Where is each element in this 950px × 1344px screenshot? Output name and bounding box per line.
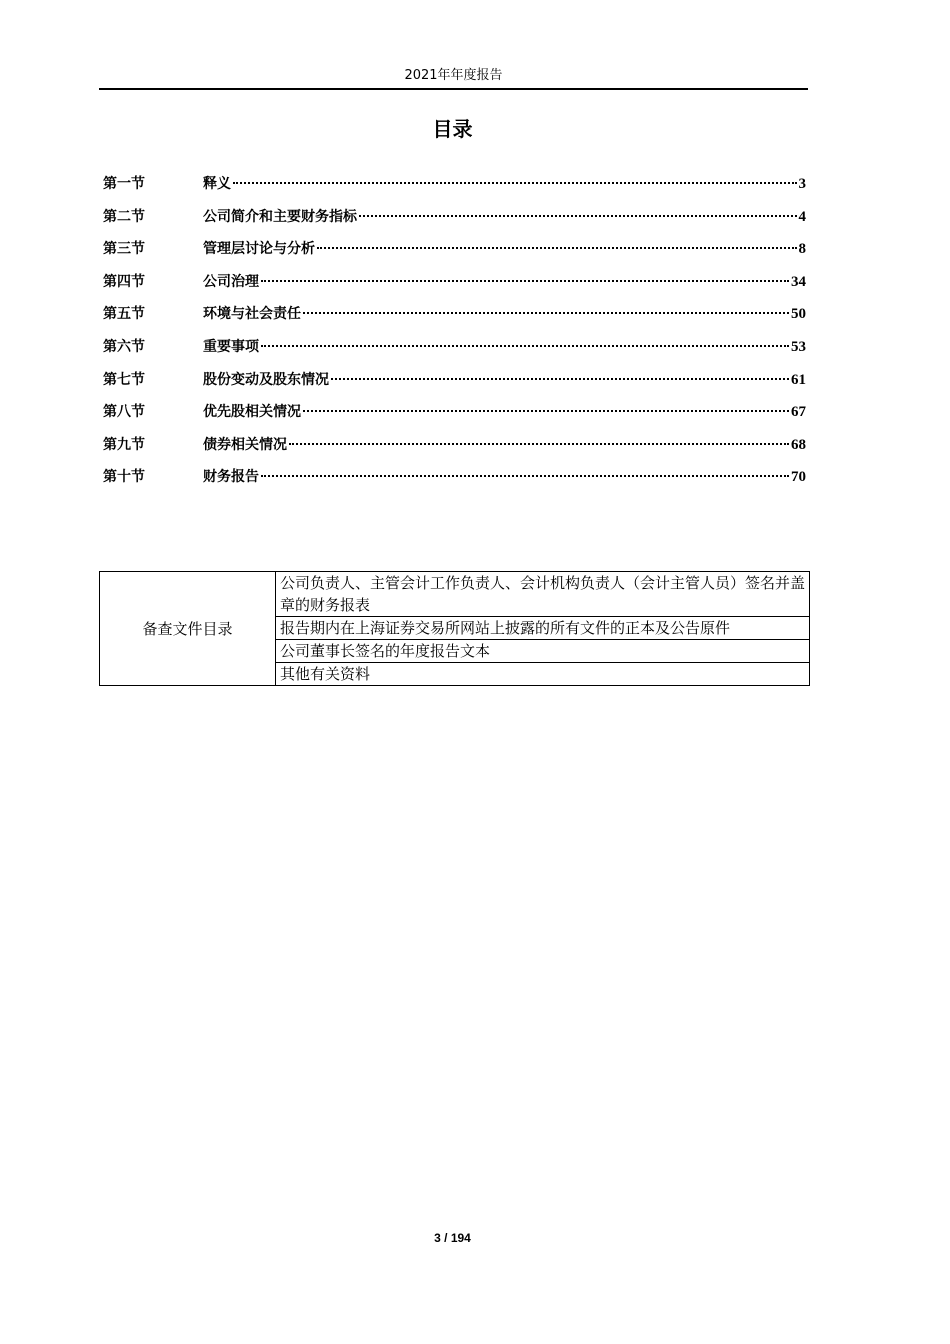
- toc-page-number: 70: [791, 469, 806, 486]
- toc-section-number: 第三节: [103, 241, 145, 258]
- toc-section-number: 第九节: [103, 436, 145, 453]
- running-header-title: 2021年年度报告: [404, 68, 503, 83]
- toc-entry-6[interactable]: [103, 335, 806, 368]
- toc-section-number: 第七节: [103, 371, 145, 388]
- toc-entry-3[interactable]: [103, 237, 806, 270]
- toc-section-title: 管理层讨论与分析: [203, 241, 315, 258]
- dot-leader: [261, 280, 789, 282]
- toc-section-title: 优先股相关情况: [203, 404, 301, 421]
- toc-page-number: 53: [791, 338, 806, 355]
- reference-document-item: 公司负责人、主管会计工作负责人、会计机构负责人（会计主管人员）签名并盖章的财务报表: [276, 572, 810, 617]
- toc-section-title: 公司治理: [203, 273, 259, 290]
- toc-section-number: 第四节: [103, 273, 145, 290]
- dot-leader: [303, 312, 789, 314]
- toc-section-title: 环境与社会责任: [203, 306, 301, 323]
- toc-section-title: 债券相关情况: [203, 436, 287, 453]
- toc-entry-10[interactable]: [103, 465, 806, 498]
- dot-leader: [317, 247, 797, 249]
- toc-entry-5[interactable]: [103, 302, 806, 335]
- toc-entry-2[interactable]: [103, 205, 806, 238]
- toc-section-title: 财务报告: [203, 469, 259, 486]
- toc-section-title: 公司简介和主要财务指标: [203, 208, 357, 225]
- toc-entry-1[interactable]: [103, 172, 806, 205]
- reference-documents-label: 备查文件目录: [100, 572, 276, 686]
- dot-leader: [303, 410, 789, 412]
- dot-leader: [359, 215, 797, 217]
- toc-section-number: 第六节: [103, 338, 145, 355]
- reference-document-item: 其他有关资料: [276, 663, 810, 686]
- dot-leader: [261, 475, 789, 477]
- toc-section-title: 股份变动及股东情况: [203, 371, 329, 388]
- reference-documents-table: [99, 571, 810, 686]
- toc-title: 目录: [432, 117, 473, 141]
- toc-section-number: 第二节: [103, 208, 145, 225]
- toc-page-number: 61: [791, 371, 806, 388]
- dot-leader: [289, 443, 789, 445]
- toc-section-number: 第五节: [103, 306, 145, 323]
- toc-entry-9[interactable]: [103, 433, 806, 466]
- toc-page-number: 3: [798, 176, 806, 192]
- dot-leader: [233, 182, 797, 184]
- toc-section-title: 重要事项: [203, 338, 259, 355]
- toc-section-number: 第八节: [103, 404, 145, 421]
- toc-page-number: 67: [791, 404, 806, 421]
- toc-page-number: 50: [791, 306, 806, 323]
- toc-section-number: 第十节: [103, 469, 145, 486]
- dot-leader: [331, 378, 789, 380]
- toc-page-number: 34: [791, 273, 806, 290]
- toc-entry-7[interactable]: [103, 368, 806, 401]
- table-row: [100, 572, 810, 617]
- toc-page-number: 68: [791, 436, 806, 453]
- table-of-contents: [103, 172, 806, 498]
- toc-entry-4[interactable]: [103, 270, 806, 303]
- toc-page-number: 4: [798, 208, 806, 225]
- page-number: 3 / 194: [434, 1231, 471, 1245]
- reference-document-item: 公司董事长签名的年度报告文本: [276, 640, 810, 663]
- toc-section-title: 释义: [203, 176, 231, 192]
- running-header: [99, 66, 808, 90]
- dot-leader: [261, 345, 789, 347]
- toc-entry-8[interactable]: [103, 400, 806, 433]
- toc-page-number: 8: [798, 241, 806, 258]
- reference-document-item: 报告期内在上海证券交易所网站上披露的所有文件的正本及公告原件: [276, 617, 810, 640]
- toc-section-number: 第一节: [103, 176, 145, 192]
